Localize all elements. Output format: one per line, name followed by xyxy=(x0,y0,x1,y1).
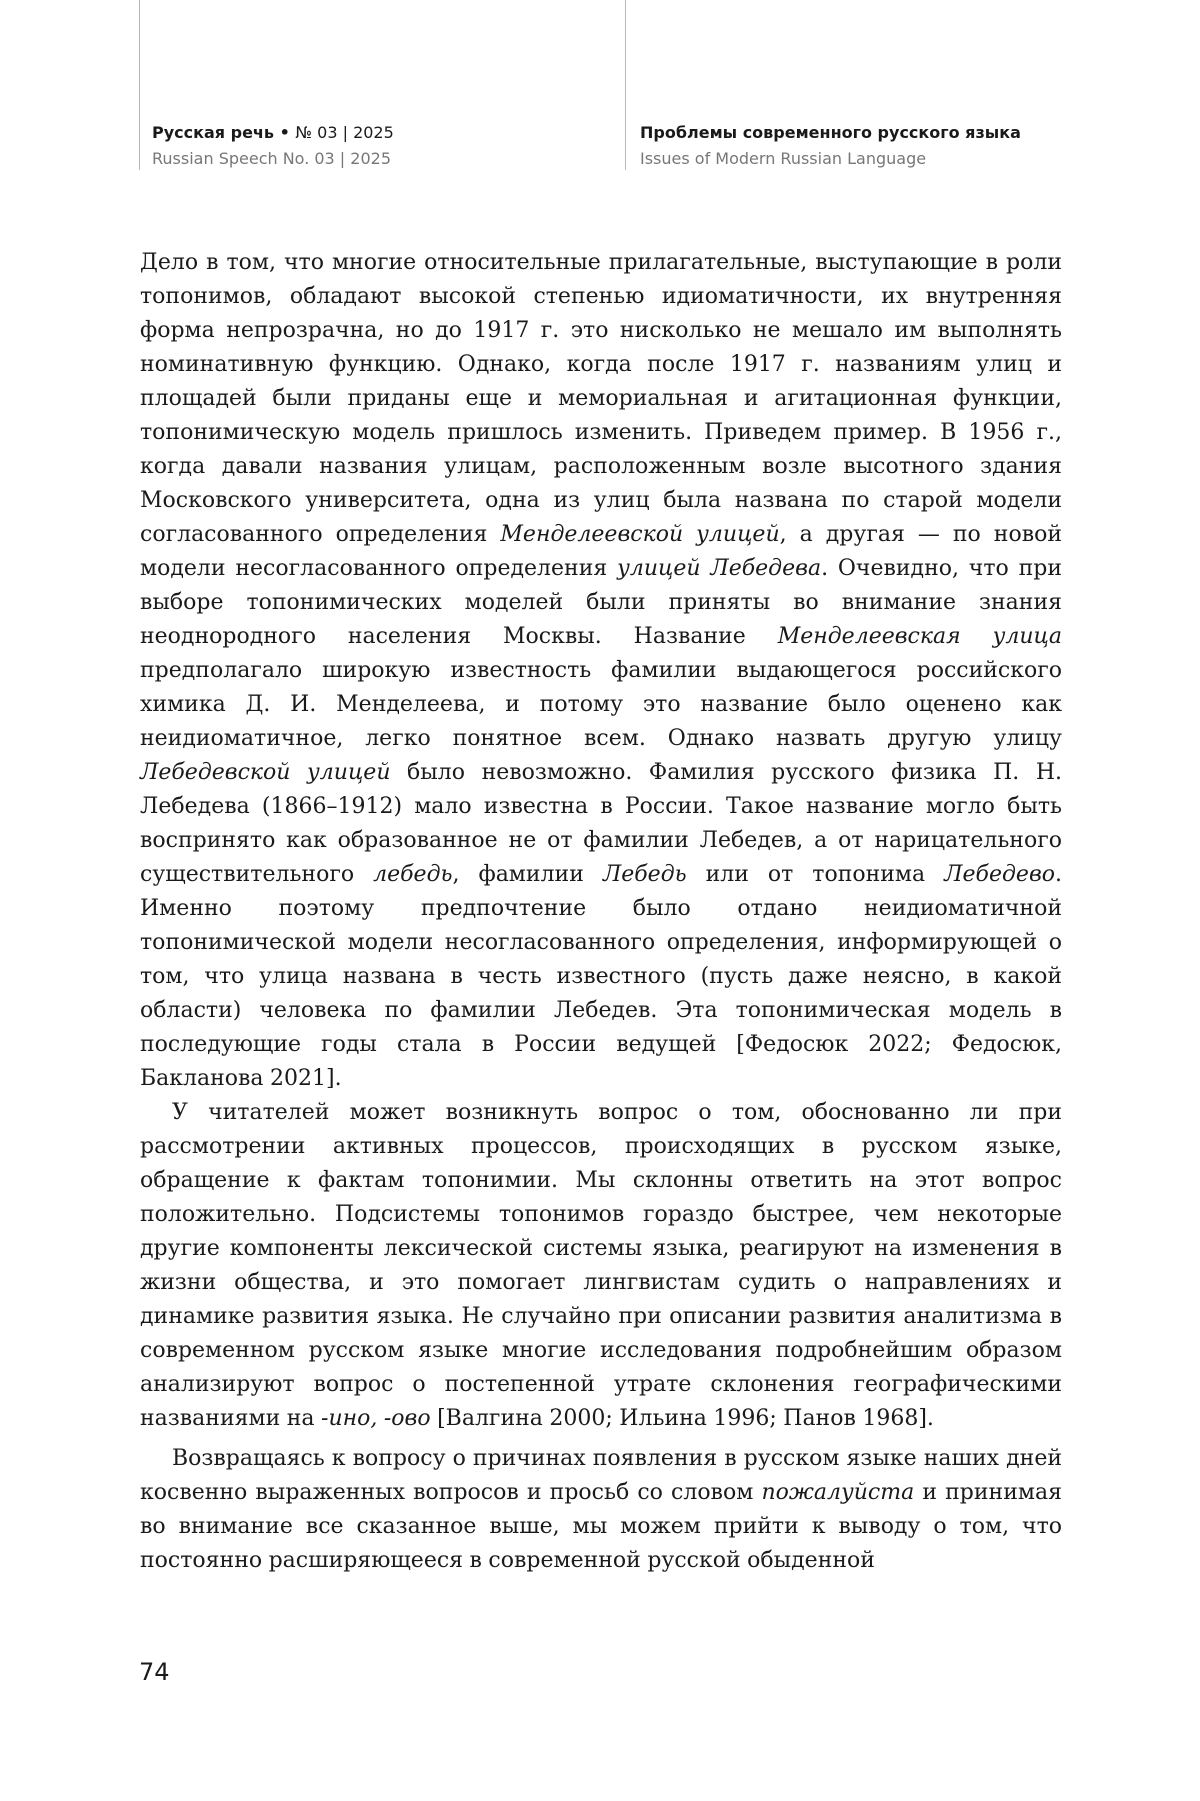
text-run: У читателей может возникнуть вопрос о том, обоснованно ли при рассмотрении активных процессов, происходящих в русском языке, обращение к фактам топонимии. Мы склонны ответить на этот вопрос положительно. Подсистемы топонимов гораздо быстрее, чем некоторые другие компоненты лексической системы языка, реагируют на изменения в жизни общества, и это помогает лингвистам судить о направлениях и динамике развития языка. Не случайно при описании развития аналитизма в современном русском языке многие исследования подробнейшим образом анализируют вопрос о постепенной утрате склонения географическими названиями на xyxy=(140,1100,1062,1431)
text-run: или от топонима xyxy=(686,862,945,887)
text-run: предполагало широкую известность фамилии выдающегося российского химика Д. И. Менделеева, и потому это название было оценено как неидиоматичное, легко понятное всем. Однако назвать другую улицу xyxy=(140,658,1062,751)
paragraph-1 xyxy=(140,246,1062,1096)
text-run: . Очевидно, что при выборе топонимических моделей были приняты во внимание знания неоднородного населения Москвы. Название xyxy=(140,556,1062,649)
text-run: и принимая во внимание все сказанное выше, мы можем прийти к выводу о том, что постоянно расширяющееся в современной русской обыденной xyxy=(140,1480,1062,1573)
italic-term: пожалуйста xyxy=(761,1480,915,1505)
italic-term: улицей Лебедева xyxy=(617,556,822,581)
italic-term: Лебедь xyxy=(602,862,687,887)
text-run: Возвращаясь к вопросу о причинах появления в русском языке наших дней косвенно выраженных вопросов и просьб со словом xyxy=(140,1446,1062,1505)
journal-name: Русская речь xyxy=(152,123,275,142)
running-header-left xyxy=(152,120,394,172)
italic-term: лебедь xyxy=(373,862,453,887)
header-divider-right xyxy=(625,0,626,170)
paragraph-3 xyxy=(140,1442,1062,1578)
italic-term: Менделеевская улица xyxy=(777,624,1062,649)
text-run: [Валгина 2000; Ильина 1996; Панов 1968]. xyxy=(430,1406,934,1431)
text-run: было невозможно. Фамилия русского физика П. Н. Лебедева (1866–1912) мало известна в России. Такое название могло быть воспринято как образованное не от фамилии Лебедев, а от нарицательного существительного xyxy=(140,760,1062,887)
italic-term: Лебедево xyxy=(944,862,1055,887)
journal-title-ru xyxy=(152,120,394,146)
section-title-en: Issues of Modern Russian Language xyxy=(640,149,927,168)
header-divider-left xyxy=(139,0,140,170)
issue-number-ru: № 03 | 2025 xyxy=(295,123,394,142)
italic-term: Менделеевской улицей xyxy=(500,522,780,547)
running-header-right xyxy=(640,120,1021,172)
page-number: 74 xyxy=(139,1658,170,1686)
paragraph-2 xyxy=(140,1096,1062,1436)
journal-title-en: Russian Speech No. 03 | 2025 xyxy=(152,149,391,168)
text-run: . Именно поэтому предпочтение было отдано неидиоматичной топонимической модели несогласованного определения, информирующей о том, что улица названа в честь известного (пусть даже неясно, в какой области) человека по фамилии Лебедев. Эта топонимическая модель в последующие годы стала в России ведущей [Федосюк 2022; Федосюк, Бакланова 2021]. xyxy=(140,862,1062,1091)
header-bullet: • xyxy=(279,123,290,142)
italic-term: -ино, -ово xyxy=(321,1406,431,1431)
italic-term: Лебедевской улицей xyxy=(140,760,391,785)
article-body xyxy=(140,246,1062,1578)
text-run: , фамилии xyxy=(452,862,603,887)
section-title-ru: Проблемы современного русского языка xyxy=(640,123,1021,142)
text-run: Дело в том, что многие относительные прилагательные, выступающие в роли топонимов, обладают высокой степенью идиоматичности, их внутренняя форма непрозрачна, но до 1917 г. это нисколько не мешало им выполнять номинативную функцию. Однако, когда после 1917 г. названиям улиц и площадей были приданы еще и мемориальная и агитационная функции, топонимическую модель пришлось изменить. Приведем пример. В 1956 г., когда давали названия улицам, расположенным возле высотного здания Московского университета, одна из улиц была названа по старой модели согласованного определения xyxy=(140,250,1062,547)
text-run: , а другая — по новой модели несогласованного определения xyxy=(140,522,1063,581)
